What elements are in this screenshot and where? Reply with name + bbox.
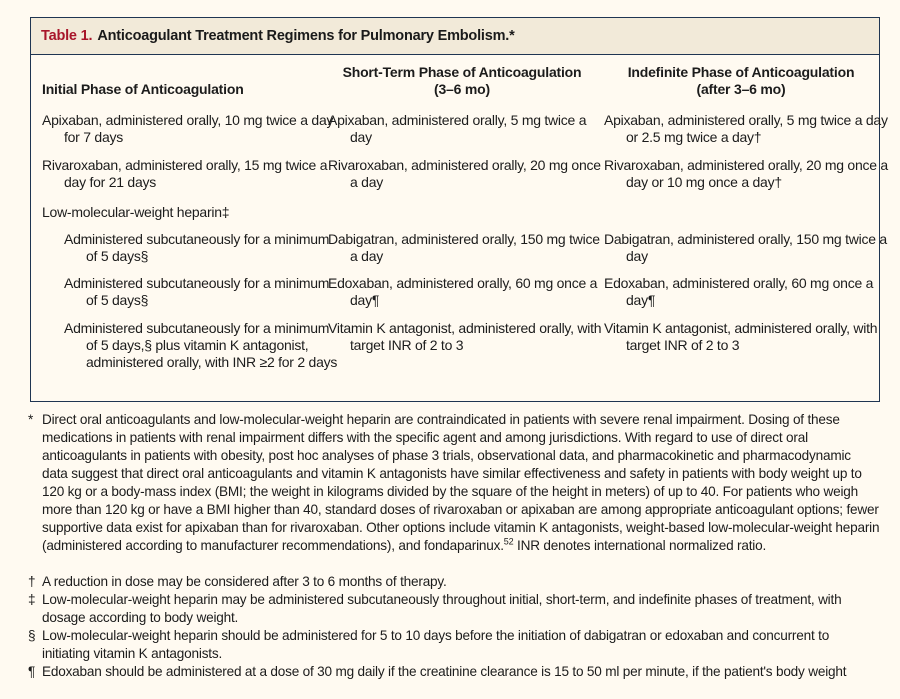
row1-short-term: Apixaban, administered orally, 5 mg twice a day: [328, 112, 587, 145]
header-indefinite-phase: [603, 64, 879, 98]
row2-short-term: Rivaroxaban, administered orally, 20 mg once a day: [328, 157, 601, 190]
table-title: Anticoagulant Treatment Regimens for Pulmonary Embolism.*: [97, 28, 515, 44]
header-initial-phase: [42, 81, 322, 98]
row5-initial: Administered subcutaneously for a minimum of 5 days§: [64, 275, 330, 308]
row4-indefinite: Dabigatran, administered orally, 150 mg twice a day: [604, 231, 887, 264]
header-short-term-line2: (3–6 mo): [434, 81, 490, 97]
footnote-text-after: INR denotes international normalized ratio.: [513, 538, 767, 553]
header-indefinite-line1: Indefinite Phase of Anticoagulation: [627, 64, 855, 80]
row6-initial: Administered subcutaneously for a minimum of 5 days,§ plus vitamin K antagonist, administered orally, with INR ≥2 for 2 days: [64, 320, 338, 370]
footnote-text: A reduction in dose may be considered after 3 to 6 months of therapy.: [42, 574, 447, 589]
footnote-pilcrow: [28, 663, 880, 699]
header-indefinite-line2: (after 3–6 mo): [696, 81, 786, 97]
footnote-symbol: ¶: [28, 664, 36, 679]
regimen-table: [30, 17, 888, 402]
row6-short-term: Vitamin K antagonist, administered orally, with target INR of 2 to 3: [328, 320, 602, 353]
footnote-text: Direct oral anticoagulants and low-molecular-weight heparin are contraindicated in patients with severe renal impairment. Dosing of these medications in patients with renal impairment differs with the specific agent and among jurisdictions. With regard to use of direct oral anticoagulants in patients with obesity, post hoc analyses of phase 3 trials, observational data, and pharmacokinetic and pharmacodynamic data suggest that direct oral anticoagulants and vitamin K antagonists have similar effectiveness and safety in patients with body weight up to 120 kg or a body-mass index (BMI; the weight in kilograms divided by the square of the height in meters) of up to 40. For patients who weigh more than 120 kg or have a BMI higher than 40, standard doses of rivaroxaban or apixaban are among appropriate anticoagulant options; fewer supportive data exist for apixaban than for rivaroxaban. Other options include vitamin K antagonists, weight-based low-molecular-weight heparin (administered according to manufacturer recommendations), and fondaparinux.: [42, 412, 880, 553]
header-short-term-phase: [327, 64, 597, 98]
header-initial-label: Initial Phase of Anticoagulation: [42, 81, 244, 97]
footnote-reference: 52: [503, 536, 514, 547]
table-title-bar: [31, 18, 879, 55]
footnote-text: Edoxaban should be administered at a dose of 30 mg daily if the creatinine clearance is 15 to 50 ml per minute, if the patient's body weight: [42, 664, 847, 679]
row2-indefinite: Rivaroxaban, administered orally, 20 mg once a day or 10 mg once a day†: [604, 157, 888, 190]
footnote-asterisk: [28, 411, 880, 573]
row2-initial: Rivaroxaban, administered orally, 15 mg twice a day for 21 days: [42, 157, 328, 190]
footnote-double-dagger: [28, 591, 880, 627]
header-short-term-line1: Short-Term Phase of Anticoagulation: [342, 64, 582, 80]
row5-short-term: Edoxaban, administered orally, 60 mg once a day¶: [328, 275, 598, 308]
row6-indefinite: Vitamin K antagonist, administered orally, with target INR of 2 to 3: [604, 320, 878, 353]
footnote-section: [28, 627, 880, 663]
row1-initial: Apixaban, administered orally, 10 mg twice a day for 7 days: [42, 112, 334, 145]
row3-initial: Low-molecular-weight heparin‡: [42, 204, 230, 220]
footnote-symbol: §: [28, 628, 36, 643]
footnote-text: Low-molecular-weight heparin may be administered subcutaneously throughout initial, short-term, and indefinite phases of treatment, with dosage according to body weight.: [42, 592, 842, 625]
footnote-dagger: [28, 573, 880, 591]
footnote-symbol: †: [28, 574, 36, 589]
footnote-text: Low-molecular-weight heparin should be administered for 5 to 10 days before the initiation of dabigatran or edoxaban and concurrent to initiating vitamin K antagonists.: [42, 628, 830, 661]
footnote-symbol: *: [28, 412, 34, 427]
footnotes: [28, 411, 880, 699]
row1-indefinite: Apixaban, administered orally, 5 mg twice a day or 2.5 mg twice a day†: [604, 112, 888, 145]
row4-initial: Administered subcutaneously for a minimum of 5 days§: [64, 231, 330, 264]
row4-short-term: Dabigatran, administered orally, 150 mg twice a day: [328, 231, 600, 264]
footnote-symbol: ‡: [28, 592, 36, 607]
table-number: Table 1.: [41, 28, 93, 44]
row5-indefinite: Edoxaban, administered orally, 60 mg once a day¶: [604, 275, 874, 308]
